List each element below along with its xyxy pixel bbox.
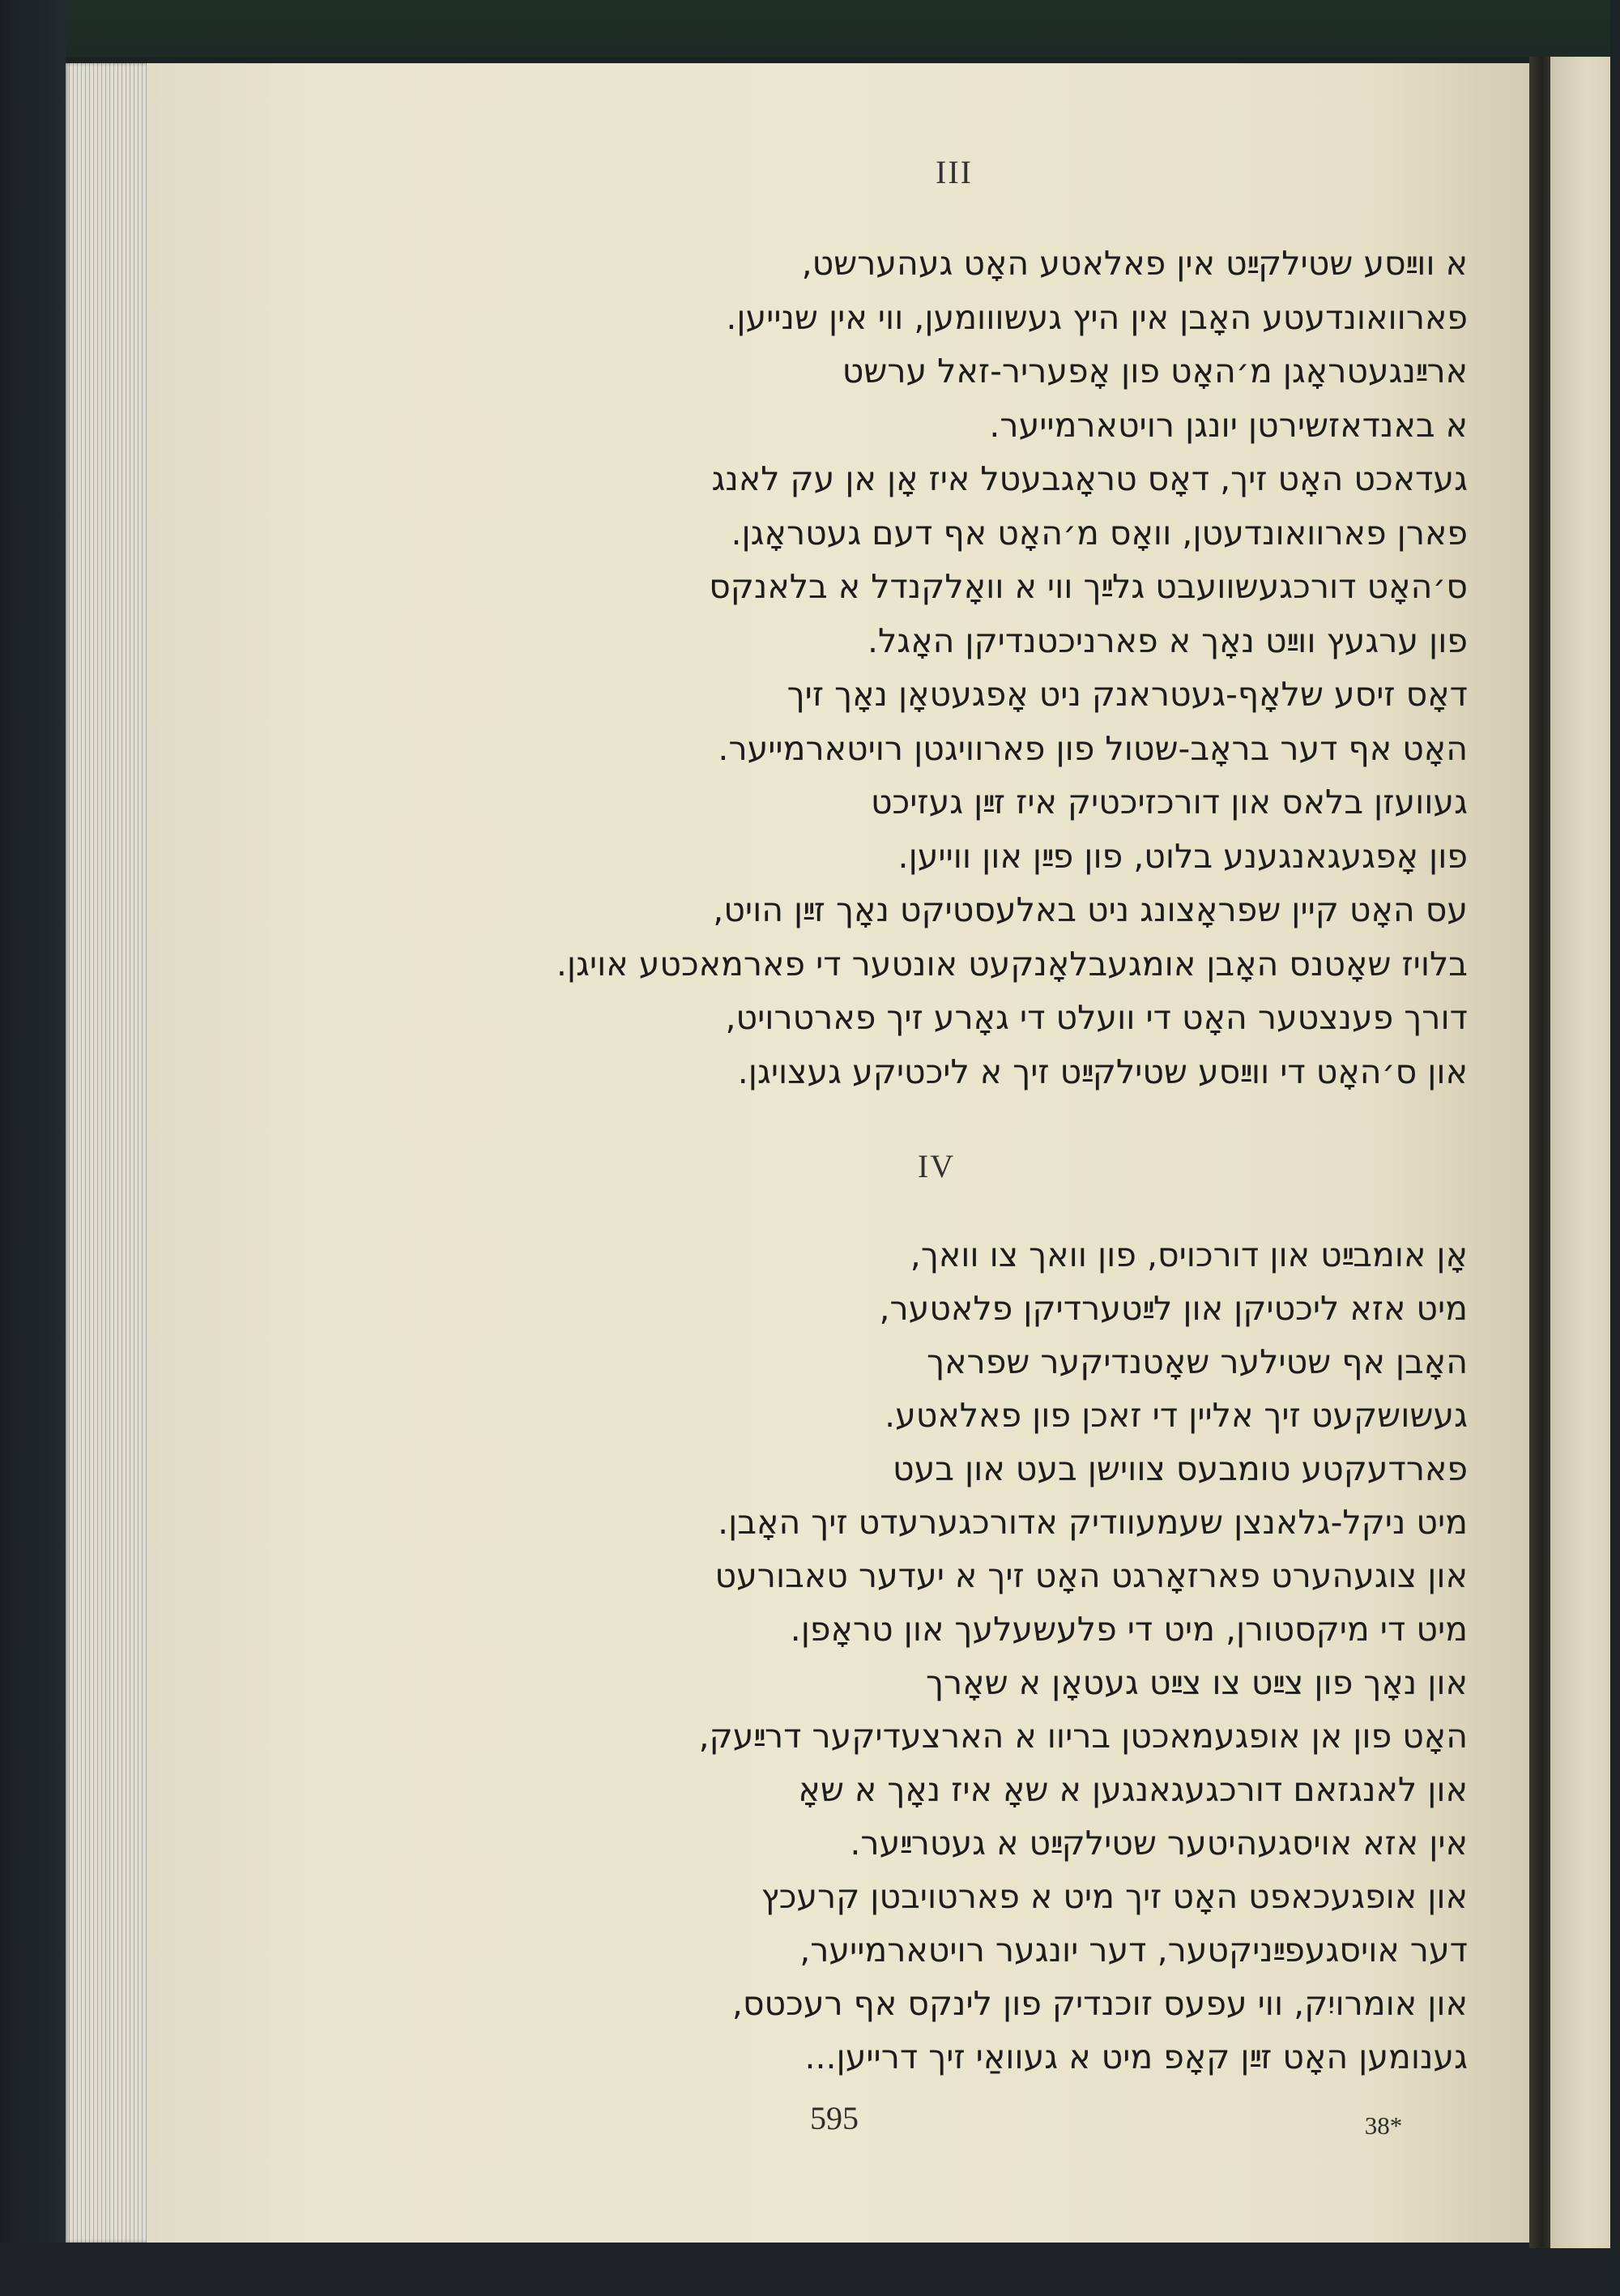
poem-line: פארוואונדעטע האָבן אין היץ געשווומען, ווי אין שנייען. xyxy=(726,297,1468,337)
poem-line: ארײַנגעטראָגן מ׳האָט פון אָפעריר-זאל ערשט xyxy=(842,352,1468,390)
poem-line: און נאָך פון צײַט צו צײַט געטאָן א שאָרך xyxy=(926,1663,1468,1702)
poem-line: געדאכט האָט זיך, דאָס טראָגבעטל איז אָן אן עק לאנג xyxy=(711,459,1468,498)
book-cover-bottom xyxy=(0,2243,1620,2296)
poem-line: דאָס זיסע שלאָף-געטראנק ניט אָפגעטאָן נאָך זיך xyxy=(787,675,1468,714)
poem-line: פארדעקטע טומבעס צווישן בעט און בעט xyxy=(893,1449,1468,1488)
book-cover-right xyxy=(1610,0,1620,2296)
poem-line: און צוגעהערט פארזאָרגט האָט זיך א יעדער טאבורעט xyxy=(714,1556,1468,1595)
stanza xyxy=(243,237,1468,1099)
poem-line: האָט אף דער בראָב-שטול פון פארוויגטן רויטארמייער. xyxy=(718,728,1468,768)
poem-line: ס׳האָט דורכגעשוועבט גלײַך ווי א וואָלקנדל א בלאנקס xyxy=(709,567,1468,606)
poem-line: געוועזן בלאס און דורכזיכטיק איז זײַן געזיכט xyxy=(870,783,1468,822)
poem-line: פון אָפגעגאנגענע בלוט, פון פײַן און ווייען. xyxy=(897,836,1468,876)
poem-line: פארן פארוואונדעטן, וואָס מ׳האָט אף דעם געטראָגן. xyxy=(731,513,1468,553)
page-number: 595 xyxy=(810,2100,859,2136)
poem-line: א ווײַסע שטילקײַט אין פאלאטע האָט געהערשט, xyxy=(801,244,1468,283)
poem-line: א באנדאזשירטן יונגן רויטארמייער. xyxy=(989,405,1468,445)
poem-line: און אומרויִק, ווי עפעס זוכנדיק פון לינקס אף רעכטס, xyxy=(731,1984,1468,2023)
book-cover-left xyxy=(0,0,66,2296)
poem-line: מיט אזא ליכטיקן און לײַטערדיקן פלאטער, xyxy=(879,1289,1468,1328)
poem-line: האָבן אף שטילער שאָטנדיקער שפראך xyxy=(927,1342,1468,1381)
stanza xyxy=(243,1228,1468,2084)
poem-line: און אופגעכאפט האָט זיך מיט א פארטויבטן קרעכץ xyxy=(761,1877,1468,1916)
book-cover-top xyxy=(0,0,1620,57)
poem-line: מיט ניקל-גלאנצן שעמעוודיק אדורכגערעדט זיך האָבן. xyxy=(718,1503,1468,1542)
poem-line: דורך פענצטער האָט די וועלט די גאָרע זיך פארטרויט, xyxy=(725,998,1468,1037)
next-page-edge xyxy=(1550,57,1610,2248)
poem-line: געשושקעט זיך אליין די זאכן פון פאלאטע. xyxy=(885,1396,1468,1435)
section-heading: III xyxy=(936,154,973,190)
poem-line: אין אזא אויסגעהיטער שטילקײַט א געטרײַער. xyxy=(850,1824,1468,1863)
poem-line: דער אויסגעפײַניקטער, דער יונגער רויטארמייער, xyxy=(799,1931,1468,1970)
poem-line: אָן אומבײַט און דורכויס, פון וואך צו וואך, xyxy=(910,1235,1468,1274)
poem-line: מיט די מיקסטורן, מיט די פלעשעלעך און טראָפן. xyxy=(790,1610,1468,1649)
poem-line: עס האָט קיין שפראָצונג ניט באלעסטיקט נאָך זײַן הויט, xyxy=(713,890,1468,929)
poem-line: און ס׳האָט די ווײַסע שטילקײַט זיך א ליכטיקע געצויגן. xyxy=(737,1052,1468,1091)
section-heading: IV xyxy=(917,1148,956,1184)
poem-line: גענומען האָט זײַן קאָפ מיט א געוואַי זיך דרייען... xyxy=(804,2038,1468,2076)
poem-line: האָט פון אן אופגעמאכטן בריוו א הארצעדיקער דרײַעק, xyxy=(698,1717,1468,1756)
page-stack-edge xyxy=(66,63,148,2243)
poem-line: און לאנגזאם דורכגעגאנגען א שאָ איז נאָך א שאָ xyxy=(798,1770,1468,1809)
book-gutter xyxy=(1529,57,1550,2248)
poem-line: בלויז שאָטנס האָבן אומגעבלאָנקעט אונטער די פארמאכטע אויגן. xyxy=(556,944,1468,984)
poem-line: פון ערגעץ ווײַט נאָך א פארניכטנדיקן האָגל. xyxy=(867,621,1468,660)
signature-mark: 38* xyxy=(1364,2111,1403,2140)
